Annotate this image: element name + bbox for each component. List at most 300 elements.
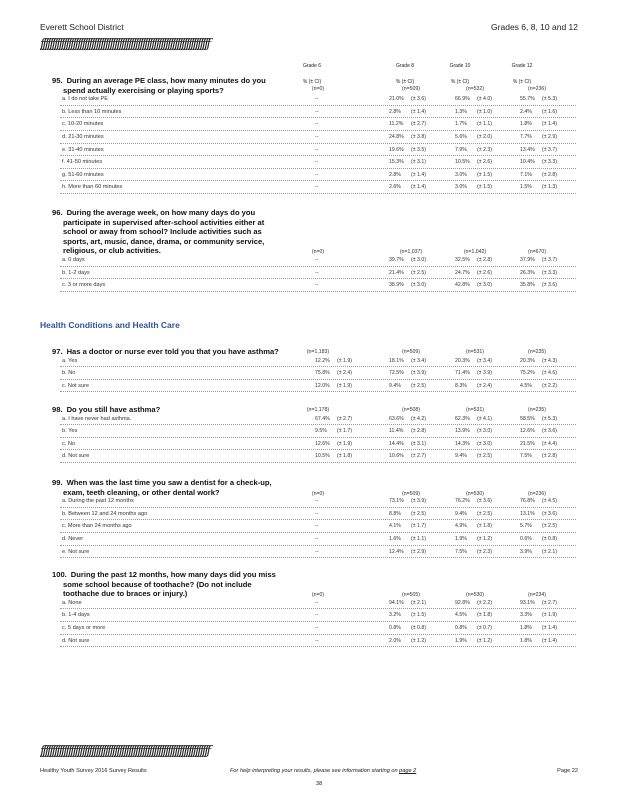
question-text-line: During an average PE class, how many minutes do you [66,76,266,85]
percent-value: -- [315,108,319,115]
percent-value: 3.0% [455,184,467,191]
answer-label: c. Not sure [62,382,90,389]
confidence-interval: (± 1.2) [411,637,426,644]
percent-value: -- [315,536,319,542]
percent-value: 24.8% [389,134,404,140]
percent-value: 0.8% [389,625,401,631]
row-divider [60,180,576,181]
confidence-interval: (± 2.1) [411,599,426,606]
confidence-interval: (± 4.0) [477,96,492,103]
row-divider [60,557,576,558]
sample-size: (n=236) [527,490,547,497]
confidence-interval: (± 3.0) [411,282,426,289]
percent-value: 94.1% [389,599,404,606]
confidence-interval: (± 2.5) [542,523,557,530]
sample-size: (n=0) [311,592,325,599]
answer-label: b. 1-2 days [62,269,90,276]
percent-value: -- [315,184,319,191]
confidence-interval: (± 2.8) [477,257,492,263]
footer-survey-name: Healthy Youth Survey 2016 Survey Results [40,768,147,774]
percent-value: 7.5% [455,548,467,555]
confidence-interval: (± 2.7) [411,121,426,128]
confidence-interval: (± 1.3) [542,184,557,191]
percent-value: 8.8% [389,510,401,517]
percent-value: 10.5% [315,453,330,460]
confidence-interval: (± 1.9) [337,440,352,447]
percent-value: 1.5% [520,184,532,191]
percent-value: 63.6% [389,415,404,422]
footer-page-link[interactable]: page 2 [399,768,417,774]
confidence-interval: (± 4.2) [411,415,426,422]
percent-value: -- [315,498,319,505]
percent-value: 4.5% [520,382,532,389]
percent-value: 19.6% [389,146,404,153]
row-divider [60,646,576,647]
row-divider [60,391,576,392]
confidence-interval: (± 1.7) [411,523,426,530]
confidence-interval: (± 2.1) [542,548,557,555]
confidence-interval: (± 3.0) [411,257,426,263]
confidence-interval: (± 2.9) [542,134,557,140]
confidence-interval: (± 2.8) [411,428,426,435]
question-text-line: religious, or club activities. [63,246,161,256]
percent-value: -- [315,121,319,128]
percent-value: 26.3% [520,269,535,276]
sample-size: (n=509) [401,349,421,355]
answer-label: e. Not sure [62,548,90,555]
sample-size: (n=1,178) [306,407,330,413]
percent-value: -- [315,523,319,530]
percent-value: 55.7% [520,96,535,103]
confidence-interval: (± 1.8) [337,453,352,460]
confidence-interval: (± 2.5) [477,510,492,517]
sample-size: (n=0) [311,249,325,256]
percent-value: 4.9% [455,523,467,530]
percent-value: 1.9% [455,536,467,542]
percent-value: 3.9% [520,548,532,555]
percent-value: 4.1% [389,523,401,530]
confidence-interval: (± 1.2) [477,536,492,542]
confidence-interval: (± 3.7) [542,257,557,263]
question-number: 99. [52,478,63,487]
percent-value: 39.7% [389,257,404,263]
footer-help-text [230,768,416,774]
section-title: Health Conditions and Health Care [40,320,180,330]
confidence-interval: (± 1.9) [542,612,557,619]
confidence-interval: (± 4.4) [542,440,557,447]
confidence-interval: (± 3.3) [542,269,557,276]
percent-value: -- [315,146,319,153]
answer-label: a. None [62,599,82,606]
row-divider [60,437,576,438]
sample-size: (n=1,042) [463,249,487,256]
percent-value: 5.7% [520,523,532,530]
percent-value: -- [315,171,319,178]
answer-label: a. 0 days [62,257,85,263]
row-divider [60,449,576,450]
percent-value: 1.8% [520,637,532,644]
answer-label: b. Less than 10 minutes [62,108,122,115]
confidence-interval: (± 3.4) [477,357,492,364]
percent-value: 11.2% [389,121,404,128]
row-divider [60,608,576,609]
confidence-interval: (± 4.6) [542,370,557,377]
percent-value: 66.9% [455,96,470,103]
sample-size: (n=0) [311,490,325,497]
row-divider [60,266,576,267]
confidence-interval: (± 1.8) [477,523,492,530]
answer-label: d. Never [62,536,84,542]
confidence-interval: (± 3.0) [477,428,492,435]
question-number: 100. [52,570,67,579]
percent-value: 75.8% [315,370,330,377]
percent-value: 75.2% [520,370,535,377]
percent-value: 58.5% [520,415,535,422]
row-divider [60,291,576,292]
row-divider [60,424,576,425]
percent-value: 2.6% [389,184,401,191]
answer-label: a. Yes [62,357,78,364]
answer-label: a. I do not take PE [62,96,109,103]
confidence-interval: (± 2.2) [542,382,557,389]
row-divider [60,507,576,508]
percent-value: 7.5% [520,453,532,460]
answer-label: f. 41-50 minutes [62,159,103,166]
confidence-interval: (± 3.6) [542,428,557,435]
answer-label: c. 3 or more days [62,282,106,289]
sample-size: (n=532) [465,86,485,92]
percent-value: 11.4% [389,428,404,435]
question-text-line: some school because of toothache? (Do not include [63,579,252,589]
sample-size: (n=235) [527,349,547,355]
row-divider [60,117,576,118]
confidence-interval: (± 3.9) [411,498,426,505]
confidence-interval: (± 3.1) [411,440,426,447]
grade-header-3: Grade 12 [511,63,533,69]
confidence-interval: (± 2.5) [477,453,492,460]
percent-value: 21.4% [389,269,404,276]
percent-value: 13.4% [520,146,535,153]
stat-header-3: % (± CI) [512,79,532,85]
question-number: 95. [52,76,63,85]
sample-size: (n=531) [465,407,485,413]
district-name: Everett School District [40,22,124,32]
confidence-interval: (± 0.8) [411,625,426,631]
confidence-interval: (± 3.7) [542,146,557,153]
confidence-interval: (± 3.8) [411,134,426,140]
confidence-interval: (± 1.5) [411,612,426,619]
row-divider [60,462,576,463]
confidence-interval: (± 1.4) [411,108,426,115]
decorative-rule-top: ƒƒƒƒƒƒƒƒƒƒƒƒƒƒƒƒƒƒƒƒƒƒƒƒƒƒƒƒƒƒƒƒƒƒƒƒƒƒƒƒƒƒƒƒƒƒƒƒƒƒƒƒƒƒƒƒƒƒƒƒƒƒƒƒƒƒƒƒƒƒƒƒƒ [40,37,209,52]
confidence-interval: (± 1.8) [477,612,492,619]
footer-page-label: Page 22 [557,768,578,774]
grade-header-1: Grade 8 [395,63,415,69]
percent-value: 2.8% [389,171,401,178]
confidence-interval: (± 2.5) [411,269,426,276]
confidence-interval: (± 1.0) [477,108,492,115]
percent-value: -- [315,96,319,103]
sample-size: (n=670) [527,249,547,256]
confidence-interval: (± 2.0) [477,134,492,140]
confidence-interval: (± 5.3) [542,96,557,103]
confidence-interval: (± 4.5) [542,498,557,505]
percent-value: 9.4% [389,382,401,389]
sample-size: (n=509) [401,490,421,497]
row-divider [60,105,576,106]
confidence-interval: (± 1.9) [337,357,352,364]
question-text-line: exam, teeth cleaning, or other dental work? [63,487,220,497]
answer-label: b. 1-4 days [62,612,90,619]
answer-label: c. 10-20 minutes [62,121,104,128]
row-divider [60,366,576,367]
question-number: 96. [52,208,63,217]
percent-value: 20.3% [455,357,470,364]
answer-label: d. Not sure [62,453,90,460]
confidence-interval: (± 2.8) [542,453,557,460]
percent-value: 2.4% [520,108,532,115]
confidence-interval: (± 3.6) [542,282,557,289]
percent-value: 21.0% [389,96,404,103]
sample-size: (n=1,183) [306,349,330,355]
answer-label: g. 51-60 minutes [62,171,104,178]
percent-value: 8.3% [455,382,467,389]
sample-size: (n=509) [401,86,421,92]
confidence-interval: (± 2.9) [411,548,426,555]
confidence-interval: (± 3.9) [477,370,492,377]
percent-value: 10.5% [455,159,470,166]
confidence-interval: (± 1.2) [477,637,492,644]
percent-value: -- [315,510,319,517]
percent-value: 21.5% [520,440,535,447]
row-divider [60,379,576,380]
confidence-interval: (± 1.1) [477,121,492,128]
percent-value: 12.4% [389,548,404,555]
confidence-interval: (± 3.0) [477,440,492,447]
page-number: 38 [316,781,323,787]
percent-value: 62.3% [455,415,470,422]
percent-value: 10.6% [389,453,404,460]
confidence-interval: (± 2.7) [411,453,426,460]
stat-header-0: % (± CI) [302,79,322,85]
percent-value: 1.3% [455,108,467,115]
answer-label: d. Not sure [62,637,90,644]
percent-value: 7.7% [520,134,532,140]
percent-value: 76.2% [455,498,470,505]
confidence-interval: (± 3.9) [411,370,426,377]
percent-value: -- [315,257,319,263]
row-divider [60,545,576,546]
confidence-interval: (± 2.4) [337,370,352,377]
percent-value: 73.1% [389,498,404,505]
confidence-interval: (± 1.5) [477,184,492,191]
percent-value: 9.4% [455,453,467,460]
question-text-line: sports, art, music, dance, drama, or community service, [63,236,265,246]
question-text-line: spend actually exercising or playing sports? [63,85,224,95]
percent-value: 35.8% [520,282,535,289]
percent-value: 38.9% [389,282,404,289]
percent-value: -- [315,548,319,555]
confidence-interval: (± 2.4) [477,382,492,389]
confidence-interval: (± 1.9) [337,382,352,389]
confidence-interval: (± 2.6) [477,159,492,166]
question-number: 98. [52,405,63,414]
percent-value: 4.5% [455,612,467,619]
percent-value: 2.0% [389,637,401,644]
answer-label: b. Between 12 and 24 months ago [62,510,148,517]
answer-label: h. More than 60 minutes [62,184,123,191]
confidence-interval: (± 0.8) [542,536,557,542]
percent-value: 15.3% [389,159,404,166]
percent-value: 3.0% [455,171,467,178]
percent-value: 0.8% [455,625,467,631]
footer-help-prefix: For help interpreting your results, please see information starting on [230,768,398,774]
confidence-interval: (± 3.6) [411,96,426,103]
percent-value: 2.8% [389,108,401,115]
percent-value: 32.5% [455,257,470,263]
percent-value: 5.6% [455,134,467,140]
confidence-interval: (± 3.0) [477,282,492,289]
percent-value: 1.9% [455,637,467,644]
confidence-interval: (± 2.3) [477,146,492,153]
percent-value: 3.2% [389,612,401,619]
sample-size: (n=530) [465,490,485,497]
percent-value: 1.7% [455,121,467,128]
confidence-interval: (± 1.5) [477,171,492,178]
percent-value: 14.4% [389,440,404,447]
stat-header-2: % (± CI) [450,79,470,85]
row-divider [60,168,576,169]
percent-value: 12.2% [315,357,330,364]
sample-size: (n=531) [465,349,485,355]
percent-value: 76.8% [520,498,535,505]
percent-value: 7.1% [520,171,532,178]
percent-value: 18.1% [389,357,404,364]
sample-size: (n=235) [527,407,547,413]
percent-value: 93.1% [520,599,535,606]
question-text-line: During the average week, on how many days do you [66,208,256,217]
answer-label: a. I have never had asthma. [62,415,132,422]
sample-size: (n=505) [401,592,421,599]
percent-value: 1.8% [520,121,532,128]
grades-label: Grades 6, 8, 10 and 12 [491,22,578,32]
confidence-interval: (± 1.4) [411,171,426,178]
answer-label: d. 21-30 minutes [62,134,104,140]
percent-value: -- [315,269,319,276]
sample-size: (n=234) [527,592,547,599]
question-text-line: school or away from school? Include activities such as [63,227,262,237]
percent-value: 20.3% [520,357,535,364]
percent-value: 13.1% [520,510,535,517]
percent-value: 7.9% [455,146,467,153]
stat-header-1: % (± CI) [395,79,415,85]
question-text-line: Has a doctor or nurse ever told you that you have asthma? [66,347,279,356]
confidence-interval: (± 2.6) [477,269,492,276]
confidence-interval: (± 2.5) [411,382,426,389]
question-text-line: participate in supervised after-school activities either at [63,217,265,227]
percent-value: 24.7% [455,269,470,276]
confidence-interval: (± 2.7) [542,599,557,606]
confidence-interval: (± 2.2) [477,599,492,606]
answer-label: c. More than 24 months ago [62,523,132,530]
percent-value: -- [315,159,319,166]
percent-value: 9.5% [315,428,327,435]
row-divider [60,143,576,144]
percent-value: 13.9% [455,428,470,435]
answer-label: b. No [62,370,76,377]
row-divider [60,155,576,156]
question-text-line: Do you still have asthma? [66,405,161,414]
percent-value: 72.5% [389,370,404,377]
sample-size: (n=530) [465,592,485,599]
confidence-interval: (± 3.1) [411,159,426,166]
confidence-interval: (± 4.1) [477,415,492,422]
percent-value: -- [315,625,319,631]
grade-header-2: Grade 10 [449,63,471,69]
grade-header-0: Grade 6 [302,63,322,69]
confidence-interval: (± 3.6) [542,510,557,517]
row-divider [60,130,576,131]
confidence-interval: (± 3.4) [411,357,426,364]
percent-value: 42.8% [455,282,470,289]
sample-size: (n=0) [311,86,325,92]
percent-value: 37.9% [520,257,535,263]
confidence-interval: (± 2.7) [337,415,352,422]
confidence-interval: (± 2.5) [411,510,426,517]
row-divider [60,621,576,622]
sample-size: (n=236) [527,86,547,92]
row-divider [60,519,576,520]
confidence-interval: (± 1.4) [411,184,426,191]
answer-label: a. During the past 12 months [62,498,134,505]
percent-value: 12.6% [520,428,535,435]
question-text-line: toothache due to braces or injury.) [63,589,188,599]
answer-label: c. No [62,440,76,447]
confidence-interval: (± 1.7) [337,428,352,435]
decorative-rule-bottom: ƒƒƒƒƒƒƒƒƒƒƒƒƒƒƒƒƒƒƒƒƒƒƒƒƒƒƒƒƒƒƒƒƒƒƒƒƒƒƒƒƒƒƒƒƒƒƒƒƒƒƒƒƒƒƒƒƒƒƒƒƒƒƒƒƒƒƒƒƒƒƒƒƒ [40,744,209,759]
sample-size: (n=508) [401,407,421,413]
percent-value: 1.6% [389,536,401,542]
confidence-interval: (± 1.1) [411,536,426,542]
answer-label: e. 31-40 minutes [62,146,104,153]
question-number: 97. [52,347,63,356]
confidence-interval: (± 4.3) [542,357,557,364]
confidence-interval: (± 2.3) [477,548,492,555]
question-text-line: During the past 12 months, how many days did you miss [70,570,276,579]
confidence-interval: (± 5.3) [542,415,557,422]
row-divider [60,193,576,194]
percent-value: 3.3% [520,612,532,619]
confidence-interval: (± 1.6) [542,108,557,115]
confidence-interval: (± 1.4) [542,121,557,128]
percent-value: -- [315,282,319,289]
confidence-interval: (± 2.8) [542,171,557,178]
confidence-interval: (± 3.6) [477,498,492,505]
percent-value: -- [315,612,319,619]
question-text-line: When was the last time you saw a dentist for a check-up, [66,478,272,487]
answer-label: b. Yes [62,428,78,435]
row-divider [60,634,576,635]
row-divider [60,532,576,533]
percent-value: 12.0% [315,382,330,389]
percent-value: 71.4% [455,370,470,377]
percent-value: -- [315,637,319,644]
sample-size: (n=1,037) [399,249,423,256]
confidence-interval: (± 3.5) [411,146,426,153]
confidence-interval: (± 3.3) [542,159,557,166]
percent-value: -- [315,134,319,140]
percent-value: 67.4% [315,415,330,422]
